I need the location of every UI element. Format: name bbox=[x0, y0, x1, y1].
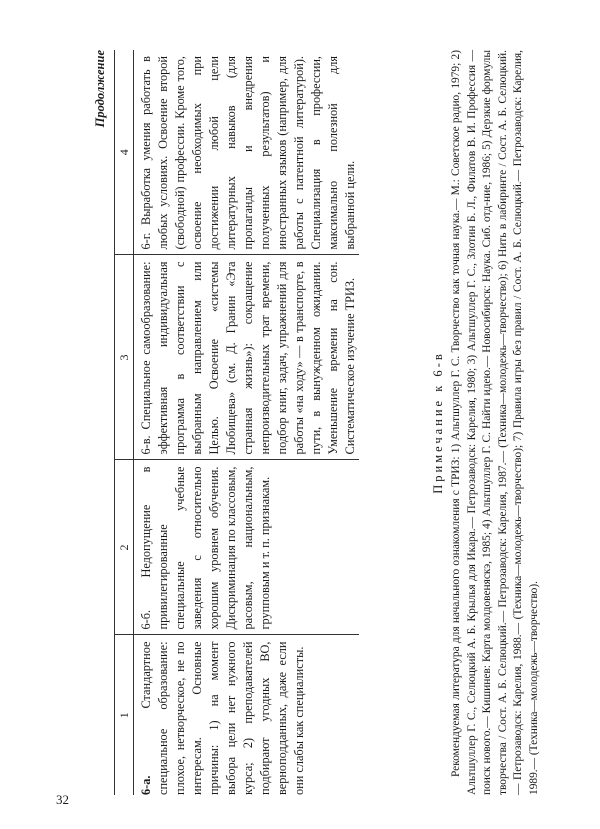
cell-code: 6-в. bbox=[139, 435, 153, 455]
cell-6a bbox=[134, 635, 360, 795]
column-header-3: 3 bbox=[115, 255, 134, 460]
page-number: 32 bbox=[56, 792, 69, 807]
column-header-1: 1 bbox=[115, 635, 134, 795]
cell-code: 6-г. bbox=[139, 232, 153, 250]
notes-references: Рекомендуемая литература для начального ознакомления с ТРИЗ: 1) Альтшуллер Г. С. Творчество как точная наука.— М.: Советское радио, 1979; 2) Альтшуллер Г. С., Селюцкий А. Б. Крылья для Икара.— Петрозаводск: Карелия, 1980; 3) Альтшуллер Г. С., Злотин Б. Л., Филатов В. И. Профессия — поиск нового.— Кишинев: Карта молдовеняскэ, 1985; 4) Альтшуллер Г. С. Найти идею.— Новосибирск: Наука. Сиб. отд-ние, 1986; 5) Дерзкие формулы творчества / Сост. А. Б. Селюцкий.— Петрозаводск: Карелия, 1987.— (Техника—молодежь—творчество); 6) Нить в лабиринте / Сост. А. Б. Селюцкий.— Петрозаводск: Карелия, 1988.— (Техника—молодежь—творчество); 7) Правила игры без правил / Сост. А. Б. Селюцкий.— Петрозаводск: Карелия, 1989.— (Техника—молодежь—творчество). bbox=[450, 50, 540, 795]
rotated-page-content bbox=[92, 50, 560, 795]
cell-text: Выработка умения работать в любых условиях. Освоение второй (свободной) профессии. Кроме того, освоение необходимых при достижении любой цели литературных навыков (для пропаганды и внедрения полученных результатов) и иностранных языков (например, для работы с патентной литературой). Специализация в профессии, максимально полезной для выбранной цели. bbox=[139, 56, 357, 250]
cell-6g bbox=[134, 50, 360, 255]
column-header-2: 2 bbox=[115, 460, 134, 635]
notes-section bbox=[430, 50, 542, 795]
cell-code: 6-а. bbox=[139, 775, 153, 795]
notes-body bbox=[449, 50, 542, 795]
table-header-row bbox=[115, 50, 134, 795]
cell-text: Недопущение в привилегированные специальные учебные заведения с относительно хорошим уровнем обучения. Дискриминация по классовым, расовым, национальным, групповым и т. п. признакам. bbox=[139, 466, 272, 630]
column-header-4: 4 bbox=[115, 50, 134, 255]
cell-6v bbox=[134, 255, 360, 460]
continuation-label: Продолжение bbox=[93, 50, 107, 128]
table-row bbox=[134, 50, 360, 795]
notes-title: Примечание к 6-в bbox=[431, 351, 445, 494]
goals-table bbox=[114, 50, 359, 795]
cell-6b bbox=[134, 460, 360, 635]
cell-text: Стандартное специальное образование: плохое, нетворческое, не по интересам. Основные причины: 1) на момент выбора цели нет нужного курса; 2) преподавателей подбирают угодных ВО, верноподданных, даже если они слабы как специалисты. bbox=[139, 641, 306, 795]
cell-code: 6-б. bbox=[139, 609, 153, 630]
cell-text: Специальное самообразование: эффективная индивидуальная программа в соответствии с выбранным направлением или Целью. Освоение «системы Любищева» (см. Д. Гранин «Эта странная жизнь»): сокращение непроизводительных трат времени, подбор книг, задач, упражнений для работы «на ходу» — в транспорте, в пути, в вынужденном ожидании. Уменьшение времени на сон. Систематическое изучение ТРИЗ. bbox=[139, 261, 357, 455]
